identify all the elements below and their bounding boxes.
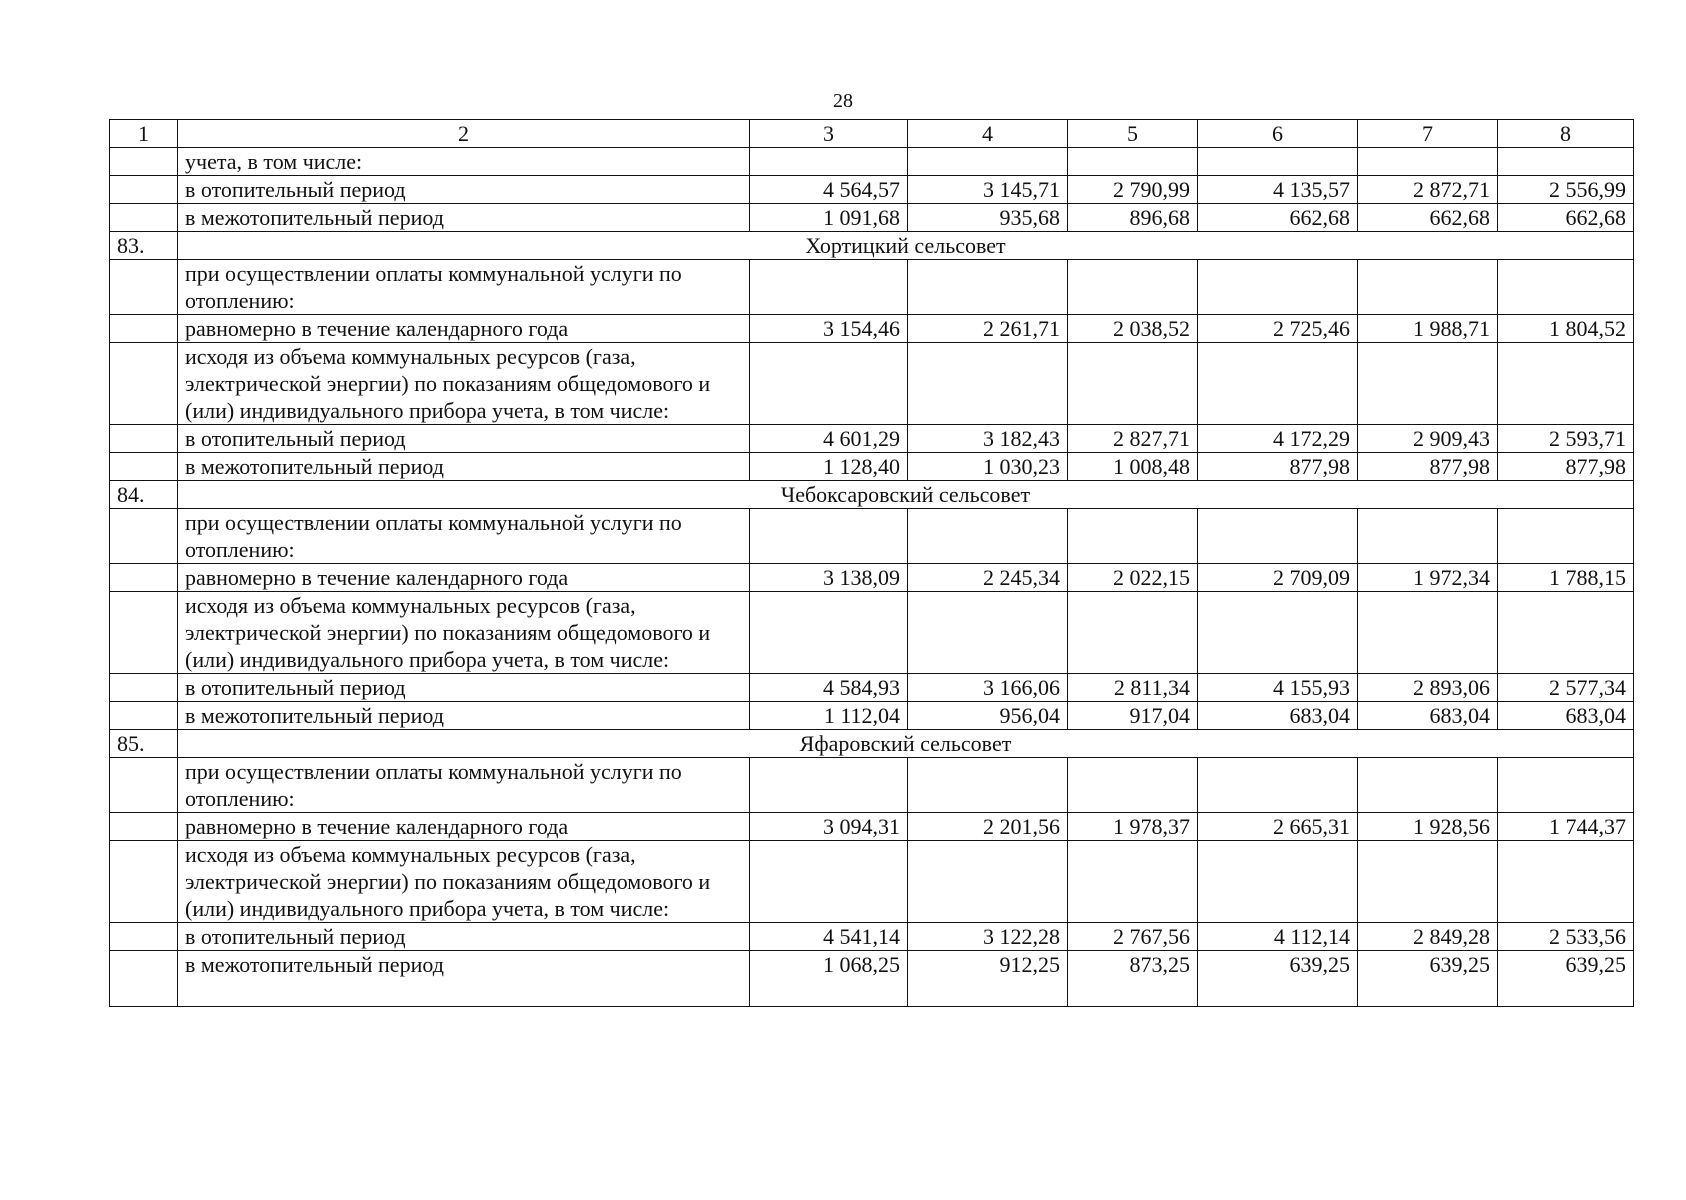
- column-number: 5: [1068, 120, 1198, 148]
- row-number: [110, 923, 178, 951]
- value-cell: 662,68: [1498, 204, 1634, 232]
- value-cell: 956,04: [908, 702, 1068, 730]
- table-row: [110, 951, 1634, 1007]
- value-cell: [908, 758, 1068, 813]
- value-cell: [750, 758, 908, 813]
- row-number: [110, 315, 178, 343]
- value-cell: 2 593,71: [1498, 425, 1634, 453]
- value-cell: 2 665,31: [1198, 813, 1358, 841]
- value-cell: 2 709,09: [1198, 564, 1358, 592]
- row-number: [110, 564, 178, 592]
- value-cell: 1 030,23: [908, 453, 1068, 481]
- value-cell: [750, 841, 908, 923]
- value-cell: 4 155,93: [1198, 674, 1358, 702]
- value-cell: 2 872,71: [1358, 176, 1498, 204]
- value-cell: 662,68: [1198, 204, 1358, 232]
- table-row: [110, 674, 1634, 702]
- row-label: при осуществлении оплаты коммунальной услуги по отоплению:: [178, 509, 750, 564]
- value-cell: [1198, 343, 1358, 425]
- value-cell: 3 138,09: [750, 564, 908, 592]
- value-cell: 683,04: [1198, 702, 1358, 730]
- section-title: Хортицкий сельсовет: [178, 232, 1634, 260]
- row-number: [110, 702, 178, 730]
- value-cell: [1498, 343, 1634, 425]
- table-row: [110, 509, 1634, 564]
- row-number: [110, 592, 178, 674]
- value-cell: [1498, 148, 1634, 176]
- row-label: в отопительный период: [178, 923, 750, 951]
- value-cell: 1 804,52: [1498, 315, 1634, 343]
- section-row: [110, 481, 1634, 509]
- table-row: [110, 841, 1634, 923]
- value-cell: 4 584,93: [750, 674, 908, 702]
- value-cell: [1358, 260, 1498, 315]
- value-cell: 4 135,57: [1198, 176, 1358, 204]
- row-label: учета, в том числе:: [178, 148, 750, 176]
- section-title: Яфаровский сельсовет: [178, 730, 1634, 758]
- page-number: 28: [833, 90, 853, 112]
- row-label: в отопительный период: [178, 674, 750, 702]
- value-cell: 1 988,71: [1358, 315, 1498, 343]
- value-cell: 917,04: [1068, 702, 1198, 730]
- row-number: [110, 453, 178, 481]
- value-cell: [908, 841, 1068, 923]
- value-cell: [1068, 260, 1198, 315]
- value-cell: 2 533,56: [1498, 923, 1634, 951]
- row-label: в отопительный период: [178, 425, 750, 453]
- value-cell: 4 112,14: [1198, 923, 1358, 951]
- value-cell: 896,68: [1068, 204, 1198, 232]
- value-cell: 1 928,56: [1358, 813, 1498, 841]
- table-row: [110, 564, 1634, 592]
- value-cell: 2 893,06: [1358, 674, 1498, 702]
- table-row: [110, 204, 1634, 232]
- value-cell: [750, 148, 908, 176]
- value-cell: [750, 343, 908, 425]
- table-row: [110, 923, 1634, 951]
- value-cell: 639,25: [1498, 951, 1634, 1007]
- value-cell: 1 008,48: [1068, 453, 1198, 481]
- value-cell: [1198, 148, 1358, 176]
- value-cell: [908, 343, 1068, 425]
- table-row: [110, 592, 1634, 674]
- value-cell: [1068, 592, 1198, 674]
- column-number: 6: [1198, 120, 1358, 148]
- value-cell: [1358, 148, 1498, 176]
- value-cell: [1358, 592, 1498, 674]
- value-cell: 3 122,28: [908, 923, 1068, 951]
- value-cell: 2 790,99: [1068, 176, 1198, 204]
- table-row: [110, 813, 1634, 841]
- value-cell: 4 541,14: [750, 923, 908, 951]
- table-row: [110, 343, 1634, 425]
- column-number: 3: [750, 120, 908, 148]
- value-cell: [908, 592, 1068, 674]
- row-label: при осуществлении оплаты коммунальной услуги по отоплению:: [178, 260, 750, 315]
- column-number: 2: [178, 120, 750, 148]
- row-number: [110, 148, 178, 176]
- value-cell: [1198, 509, 1358, 564]
- value-cell: [1358, 841, 1498, 923]
- row-number: [110, 758, 178, 813]
- value-cell: [1198, 758, 1358, 813]
- row-number: 84.: [110, 481, 178, 509]
- value-cell: 2 767,56: [1068, 923, 1198, 951]
- value-cell: [1498, 758, 1634, 813]
- value-cell: 683,04: [1358, 702, 1498, 730]
- row-number: [110, 813, 178, 841]
- value-cell: 2 245,34: [908, 564, 1068, 592]
- value-cell: [1358, 758, 1498, 813]
- column-number: 8: [1498, 120, 1634, 148]
- value-cell: 1 091,68: [750, 204, 908, 232]
- row-number: [110, 176, 178, 204]
- value-cell: 873,25: [1068, 951, 1198, 1007]
- column-number: 4: [908, 120, 1068, 148]
- value-cell: [1498, 592, 1634, 674]
- row-number: [110, 260, 178, 315]
- value-cell: 877,98: [1498, 453, 1634, 481]
- row-label: исходя из объема коммунальных ресурсов (газа, электрической энергии) по показаниям общедомового и (или) индивидуального прибора учета, в том числе:: [178, 343, 750, 425]
- value-cell: 3 094,31: [750, 813, 908, 841]
- table-row: [110, 260, 1634, 315]
- row-label: в межотопительный период: [178, 951, 750, 1007]
- column-number: 7: [1358, 120, 1498, 148]
- value-cell: 2 201,56: [908, 813, 1068, 841]
- row-number: [110, 425, 178, 453]
- row-number: [110, 951, 178, 1007]
- value-cell: 639,25: [1358, 951, 1498, 1007]
- value-cell: 3 182,43: [908, 425, 1068, 453]
- value-cell: [1498, 841, 1634, 923]
- value-cell: [1358, 343, 1498, 425]
- table-row: [110, 453, 1634, 481]
- value-cell: [1198, 592, 1358, 674]
- tariff-table: [109, 119, 1634, 1007]
- value-cell: [750, 592, 908, 674]
- value-cell: 1 068,25: [750, 951, 908, 1007]
- value-cell: [908, 260, 1068, 315]
- value-cell: [908, 148, 1068, 176]
- section-row: [110, 232, 1634, 260]
- value-cell: 662,68: [1358, 204, 1498, 232]
- row-label: исходя из объема коммунальных ресурсов (газа, электрической энергии) по показаниям общедомового и (или) индивидуального прибора учета, в том числе:: [178, 841, 750, 923]
- value-cell: [1068, 343, 1198, 425]
- value-cell: 2 577,34: [1498, 674, 1634, 702]
- row-label: в межотопительный период: [178, 204, 750, 232]
- value-cell: 3 145,71: [908, 176, 1068, 204]
- table-row: [110, 315, 1634, 343]
- section-title: Чебоксаровский сельсовет: [178, 481, 1634, 509]
- value-cell: 1 112,04: [750, 702, 908, 730]
- value-cell: [1068, 148, 1198, 176]
- row-number: [110, 841, 178, 923]
- table-row: [110, 148, 1634, 176]
- value-cell: 2 909,43: [1358, 425, 1498, 453]
- value-cell: 1 788,15: [1498, 564, 1634, 592]
- value-cell: 2 849,28: [1358, 923, 1498, 951]
- value-cell: [750, 509, 908, 564]
- table-row: [110, 176, 1634, 204]
- column-number-row: [110, 120, 1634, 148]
- value-cell: 4 601,29: [750, 425, 908, 453]
- value-cell: 2 725,46: [1198, 315, 1358, 343]
- value-cell: [1358, 509, 1498, 564]
- table-body: [110, 120, 1634, 1007]
- value-cell: 4 172,29: [1198, 425, 1358, 453]
- row-number: 83.: [110, 232, 178, 260]
- value-cell: [1198, 841, 1358, 923]
- value-cell: 639,25: [1198, 951, 1358, 1007]
- value-cell: 4 564,57: [750, 176, 908, 204]
- table-row: [110, 702, 1634, 730]
- table-row: [110, 425, 1634, 453]
- column-number: 1: [110, 120, 178, 148]
- value-cell: 1 978,37: [1068, 813, 1198, 841]
- value-cell: [750, 260, 908, 315]
- value-cell: 1 744,37: [1498, 813, 1634, 841]
- row-label: в межотопительный период: [178, 453, 750, 481]
- value-cell: 1 128,40: [750, 453, 908, 481]
- row-label: исходя из объема коммунальных ресурсов (газа, электрической энергии) по показаниям общедомового и (или) индивидуального прибора учета, в том числе:: [178, 592, 750, 674]
- value-cell: 912,25: [908, 951, 1068, 1007]
- value-cell: 3 154,46: [750, 315, 908, 343]
- value-cell: 1 972,34: [1358, 564, 1498, 592]
- value-cell: [1068, 758, 1198, 813]
- row-number: [110, 674, 178, 702]
- row-label: в межотопительный период: [178, 702, 750, 730]
- value-cell: [1498, 509, 1634, 564]
- value-cell: 2 556,99: [1498, 176, 1634, 204]
- value-cell: [908, 509, 1068, 564]
- value-cell: 2 022,15: [1068, 564, 1198, 592]
- value-cell: 2 038,52: [1068, 315, 1198, 343]
- row-label: в отопительный период: [178, 176, 750, 204]
- row-label: при осуществлении оплаты коммунальной услуги по отоплению:: [178, 758, 750, 813]
- row-number: 85.: [110, 730, 178, 758]
- row-label: равномерно в течение календарного года: [178, 564, 750, 592]
- section-row: [110, 730, 1634, 758]
- row-label: равномерно в течение календарного года: [178, 813, 750, 841]
- value-cell: 3 166,06: [908, 674, 1068, 702]
- value-cell: 877,98: [1358, 453, 1498, 481]
- row-number: [110, 343, 178, 425]
- value-cell: 2 827,71: [1068, 425, 1198, 453]
- value-cell: [1068, 841, 1198, 923]
- value-cell: [1198, 260, 1358, 315]
- row-label: равномерно в течение календарного года: [178, 315, 750, 343]
- value-cell: 683,04: [1498, 702, 1634, 730]
- row-number: [110, 509, 178, 564]
- value-cell: [1498, 260, 1634, 315]
- value-cell: [1068, 509, 1198, 564]
- value-cell: 935,68: [908, 204, 1068, 232]
- table-row: [110, 758, 1634, 813]
- row-number: [110, 204, 178, 232]
- value-cell: 2 811,34: [1068, 674, 1198, 702]
- value-cell: 877,98: [1198, 453, 1358, 481]
- value-cell: 2 261,71: [908, 315, 1068, 343]
